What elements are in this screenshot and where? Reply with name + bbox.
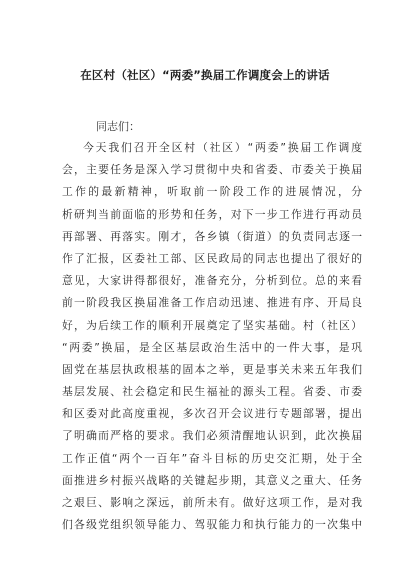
body-line: 之艰巨、影响之深远，前所未有。做好这项工作，是对我 <box>62 496 362 509</box>
body-line: 前一阶段我区换届准备工作启动迅速、推进有序、开局良 <box>62 296 362 310</box>
body-line: 析研判当前面临的形势和任务，对下一步工作进行再动员 <box>62 207 362 221</box>
body-line: 工作正值“两个一百年”奋斗目标的历史交汇期，处于全 <box>62 451 362 465</box>
body-line: 意见，大家讲得都很好，准备充分，分析到位。总的来看 <box>62 274 362 288</box>
body-line: 了明确而严格的要求。我们必须清醒地认识到，此次换届 <box>62 429 362 443</box>
body-line: 固党在基层执政根基的固本之举，更是事关未来五年我们 <box>62 362 362 376</box>
body-line: 基层发展、社会稳定和民生福祉的源头工程。省委、市委 <box>62 385 362 399</box>
body-line: 和区委对此高度重视，多次召开会议进行专题部署，提出 <box>62 407 362 421</box>
document-body <box>62 137 362 536</box>
body-line: 工作的最新精神，听取前一阶段工作的进展情况，分 <box>62 185 362 199</box>
body-line: 再部署、再落实。刚才，各乡镇（街道）的负责同志逐一 <box>62 229 362 243</box>
body-line: “两委”换届，是全区基层政治生活中的一件大事，是巩 <box>62 340 362 354</box>
salutation: 同志们： <box>96 120 140 133</box>
body-line: 好，为后续工作的顺利开展奠定了坚实基础。村（社区） <box>62 318 362 332</box>
body-line: 今天我们召开全区村（社区）“两委”换届工作调度 <box>83 141 362 154</box>
body-line: 作了汇报，区委社工部、区民政局的同志也提出了很好的 <box>62 251 362 265</box>
body-line: 会，主要任务是深入学习贯彻中央和省委、市委关于换届 <box>62 163 362 177</box>
body-line: 面推进乡村振兴战略的关键起步期，其意义之重大、任务 <box>62 473 362 487</box>
body-line: 们各级党组织领导能力、驾驭能力和执行能力的一次集中 <box>62 518 362 532</box>
document-title: 在区村（社区）“两委”换届工作调度会上的讲话 <box>80 68 330 82</box>
